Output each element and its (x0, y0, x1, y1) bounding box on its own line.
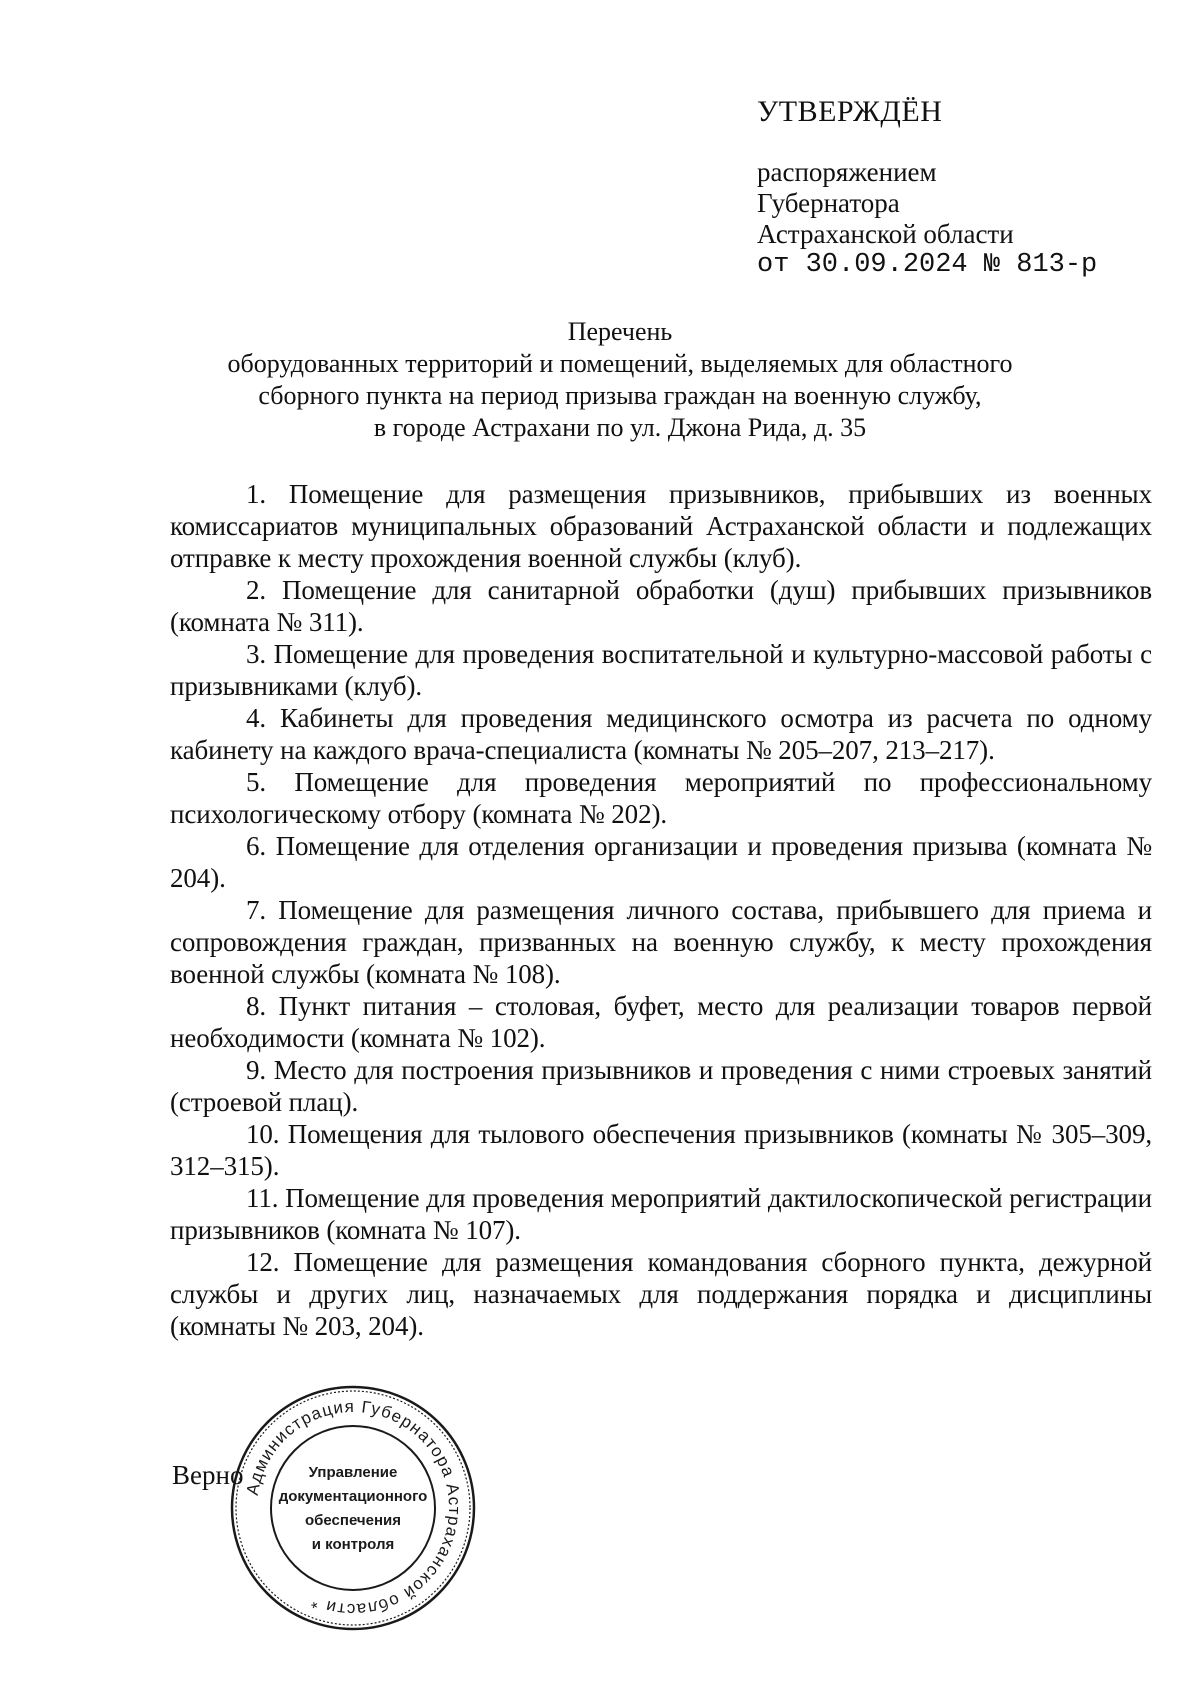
seal-center-line: документационного (278, 1488, 428, 1505)
list-item: 1. Помещение для размещения призывников, прибывших из военных комиссариатов муниципальных образований Астраханской области и подлежащих отправке к месту прохождения военной службы (клуб). (170, 479, 1152, 573)
approval-line-3: Астраханской области (757, 219, 1014, 249)
list-item: 12. Помещение для размещения командования сборного пункта, дежурной службы и других лиц, назначаемых для поддержания порядка и дисциплины (комнаты № 203, 204). (170, 1247, 1152, 1341)
title-line-4: в городе Астрахани по ул. Джона Рида, д. 35 (373, 413, 867, 442)
approval-line-1: распоряжением (757, 157, 937, 187)
seal-ring-text: Администрация Губернатора Астраханской области * (242, 1396, 465, 1620)
seal-center-line: Управление (308, 1464, 398, 1481)
title-line-1: Перечень (567, 317, 673, 346)
list-item: 6. Помещение для отделения организации и проведения призыва (комната № 204). (170, 831, 1152, 893)
list-item: 9. Место для построения призывников и проведения с ними строевых занятий (строевой плац). (170, 1055, 1152, 1117)
approval-date-line: от 30.09.2024 № 813-р (757, 250, 1098, 280)
approval-line-2: Губернатора (757, 188, 900, 218)
list-item: 7. Помещение для размещения личного состава, прибывшего для приема и сопровождения граждан, призванных на военную службу, к месту прохождения военной службы (комната № 108). (170, 895, 1152, 989)
title-line-2: оборудованных территорий и помещений, выделяемых для областного (227, 349, 1013, 378)
title-line-3: сборного пункта на период призыва граждан на военную службу, (258, 381, 982, 410)
seal-center-line: обеспечения (304, 1512, 402, 1529)
list-item: 4. Кабинеты для проведения медицинского осмотра из расчета по одному кабинету на каждого врача-специалиста (комнаты № 205–207, 213–217). (170, 703, 1152, 765)
list-item: 11. Помещение для проведения мероприятий дактилоскопической регистрации призывников (комната № 107). (170, 1183, 1152, 1245)
list-item: 10. Помещения для тылового обеспечения призывников (комнаты № 305–309, 312–315). (170, 1119, 1152, 1181)
list-item: 5. Помещение для проведения мероприятий по профессиональному психологическому отбору (комната № 202). (170, 767, 1152, 829)
svg-text:Администрация Губернатора Астр (243, 1397, 464, 1619)
approval-heading: УТВЕРЖДЁН (757, 95, 943, 128)
list-item: 2. Помещение для санитарной обработки (душ) прибывших призывников (комната № 311). (170, 575, 1152, 637)
seal-center-line: и контроля (311, 1536, 395, 1553)
approval-block (757, 96, 1097, 281)
items-list (170, 478, 1152, 1342)
official-seal (228, 1383, 478, 1633)
document-title (120, 316, 1120, 444)
list-item: 8. Пункт питания – столовая, буфет, место для реализации товаров первой необходимости (комната № 102). (170, 991, 1152, 1053)
list-item: 3. Помещение для проведения воспитательной и культурно-массовой работы с призывниками (клуб). (170, 639, 1152, 701)
verno-label: Верно (172, 1460, 244, 1490)
